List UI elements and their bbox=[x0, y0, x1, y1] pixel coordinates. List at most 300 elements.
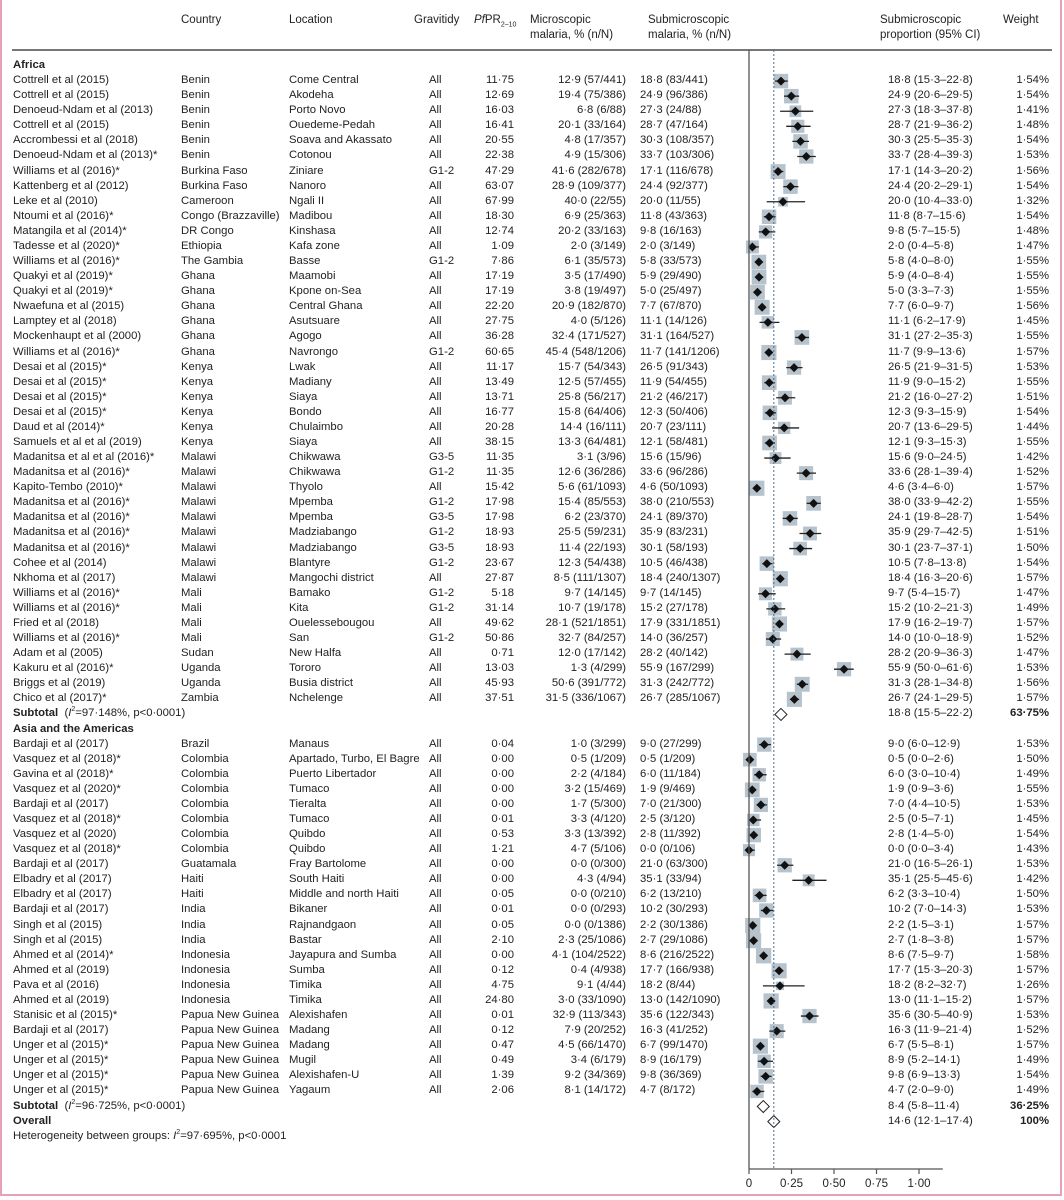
study-marker bbox=[749, 481, 764, 496]
microscopic-malaria: 9·7 (14/145) bbox=[564, 586, 626, 599]
proportion-ci: 27·3 (18·3–37·8) bbox=[888, 104, 973, 117]
submicroscopic-malaria: 33·7 (103/306) bbox=[640, 149, 715, 162]
study-name: Williams et al (2016)* bbox=[13, 586, 120, 599]
location: Ziniare bbox=[289, 164, 324, 177]
country: Kenya bbox=[181, 390, 214, 403]
pfpr-value: 16·03 bbox=[485, 104, 514, 117]
pfpr-value: 0·00 bbox=[491, 873, 514, 886]
microscopic-malaria: 12·5 (57/455) bbox=[558, 375, 626, 388]
country: Uganda bbox=[181, 662, 221, 675]
country: Indonesia bbox=[181, 948, 230, 961]
microscopic-malaria: 3·3 (4/120) bbox=[570, 813, 626, 825]
submicroscopic-malaria: 4·6 (50/1093) bbox=[640, 481, 708, 494]
weight: 1·26% bbox=[1016, 978, 1049, 991]
pfpr-value: 24·80 bbox=[485, 993, 514, 1006]
proportion-ci: 11·1 (6·2–17·9) bbox=[888, 315, 966, 328]
microscopic-malaria: 0·0 (0/293) bbox=[570, 903, 626, 916]
study-name: Quakyi et al (2019)* bbox=[13, 270, 113, 283]
gravidity: All bbox=[429, 737, 442, 750]
proportion-ci: 21·0 (16·5–26·1) bbox=[888, 858, 973, 871]
proportion-ci: 11·8 (8·7–15·6) bbox=[888, 209, 966, 222]
overall-diamond bbox=[768, 1116, 780, 1128]
subtotal-ci: 18·8 (15·5–22·2) bbox=[888, 707, 973, 720]
subtotal-weight: 63·75% bbox=[1010, 707, 1049, 720]
study-marker bbox=[759, 903, 773, 917]
country: Ghana bbox=[181, 315, 215, 328]
location: Come Central bbox=[289, 74, 359, 87]
study-name: Tadesse et al (2020)* bbox=[13, 239, 120, 252]
submicroscopic-malaria: 24·9 (96/386) bbox=[640, 89, 708, 102]
pfpr-value: 67·99 bbox=[485, 194, 514, 207]
study-marker bbox=[795, 330, 810, 345]
location: Kafa zone bbox=[289, 239, 340, 252]
gravidity: All bbox=[429, 89, 442, 102]
submicroscopic-malaria: 5·0 (25/497) bbox=[640, 285, 702, 298]
weight: 1·54% bbox=[1016, 179, 1049, 192]
study-name: Briggs et al (2019) bbox=[13, 677, 106, 690]
gravidity: All bbox=[429, 481, 442, 494]
study-marker bbox=[806, 496, 821, 511]
submicroscopic-malaria: 21·0 (63/300) bbox=[640, 858, 708, 871]
microscopic-malaria: 4·7 (5/106) bbox=[570, 843, 626, 856]
microscopic-malaria: 4·5 (66/1470) bbox=[558, 1039, 626, 1052]
location: Blantyre bbox=[289, 556, 331, 569]
gravidity: G3-5 bbox=[429, 511, 455, 524]
pfpr-value: 0·00 bbox=[491, 858, 514, 871]
proportion-ci: 35·1 (25·5–45·6) bbox=[888, 873, 973, 886]
microscopic-malaria: 12·6 (36/286) bbox=[558, 466, 626, 479]
weight: 1·57% bbox=[1016, 571, 1049, 584]
country: Indonesia bbox=[181, 963, 230, 976]
study-name: Bardaji et al (2017) bbox=[13, 737, 109, 750]
microscopic-malaria: 6·2 (23/370) bbox=[564, 511, 626, 524]
submicroscopic-malaria: 10·2 (30/293) bbox=[640, 903, 708, 916]
study-name: Pava et al (2016) bbox=[13, 978, 100, 991]
gravidity: All bbox=[429, 963, 442, 976]
study-marker bbox=[786, 120, 810, 133]
country: Ghana bbox=[181, 270, 215, 283]
pfpr-value: 49·62 bbox=[485, 616, 514, 629]
country: Benin bbox=[181, 104, 210, 117]
submicroscopic-malaria: 2·7 (29/1086) bbox=[640, 933, 708, 946]
proportion-ci: 18·2 (8·2–32·7) bbox=[888, 978, 967, 991]
study-marker bbox=[762, 436, 777, 451]
weight: 1·54% bbox=[1016, 511, 1049, 524]
pfpr-value: 13·71 bbox=[485, 390, 514, 403]
microscopic-malaria: 11·4 (22/193) bbox=[559, 541, 626, 554]
gravidity: All bbox=[429, 239, 442, 252]
country: Malawi bbox=[181, 511, 217, 524]
submicroscopic-malaria: 7·7 (67/870) bbox=[640, 300, 702, 313]
submicroscopic-malaria: 9·0 (27/299) bbox=[640, 737, 702, 750]
gravidity: G1-2 bbox=[429, 345, 455, 358]
header-gravidity: Gravitidy bbox=[414, 14, 460, 26]
pfpr-value: 2·10 bbox=[491, 933, 514, 946]
location: Mpemba bbox=[289, 496, 333, 509]
proportion-ci: 33·7 (28·4–39·3) bbox=[888, 149, 973, 162]
microscopic-malaria: 4·9 (15/306) bbox=[564, 149, 626, 162]
study-name: Matangila et al (2014)* bbox=[13, 224, 127, 237]
gravidity: G1-2 bbox=[429, 632, 455, 645]
proportion-ci: 30·1 (23·7–37·1) bbox=[888, 541, 973, 554]
proportion-ci: 12·3 (9·3–15·9) bbox=[888, 405, 967, 418]
proportion-ci: 7·7 (6·0–9·7) bbox=[888, 300, 954, 313]
microscopic-malaria: 13·3 (64/481) bbox=[558, 436, 626, 448]
study-name: Desai et al (2015)* bbox=[13, 360, 107, 373]
study-marker bbox=[746, 240, 759, 253]
proportion-ci: 2·2 (1·5–3·1) bbox=[888, 918, 954, 931]
weight: 1·41% bbox=[1016, 104, 1049, 117]
proportion-ci: 20·7 (13·6–29·5) bbox=[888, 420, 973, 433]
header-micro-l2: malaria, % (n/N) bbox=[530, 29, 614, 41]
submicroscopic-malaria: 24·1 (89/370) bbox=[640, 511, 708, 524]
submicroscopic-malaria: 17·9 (331/1851) bbox=[640, 616, 721, 629]
study-name: Madanitsa et al (2016)* bbox=[13, 466, 130, 479]
gravidity: All bbox=[429, 782, 442, 795]
pfpr-value: 18·30 bbox=[485, 209, 514, 222]
study-name: Vasquez et al (2020)* bbox=[13, 782, 121, 795]
header-pfpr-sub: 2–10 bbox=[500, 21, 517, 29]
microscopic-malaria: 4·8 (17/357) bbox=[564, 134, 626, 147]
study-name: Fried et al (2018) bbox=[13, 616, 100, 629]
proportion-ci: 11·9 (9·0–15·2) bbox=[888, 375, 966, 388]
submicroscopic-malaria: 2·0 (3/149) bbox=[640, 239, 696, 252]
gravidity: All bbox=[429, 134, 442, 147]
study-name: Stanisic et al (2015)* bbox=[13, 1009, 118, 1022]
weight: 1·56% bbox=[1016, 677, 1049, 690]
microscopic-malaria: 0·5 (1/209) bbox=[570, 752, 626, 765]
location: New Halfa bbox=[289, 647, 342, 660]
study-name: Desai et al (2015)* bbox=[13, 390, 107, 403]
heterogeneity-stats: =97·695%, p<0·0001 bbox=[180, 1129, 287, 1142]
microscopic-malaria: 12·9 (57/441) bbox=[558, 74, 626, 87]
study-name: Elbadry et al (2017) bbox=[13, 873, 112, 886]
country: Colombia bbox=[181, 797, 229, 810]
weight: 1·52% bbox=[1016, 632, 1049, 645]
pfpr-value: 0·01 bbox=[491, 813, 514, 825]
weight: 1·57% bbox=[1016, 963, 1049, 976]
submicroscopic-malaria: 9·8 (16/163) bbox=[640, 224, 702, 237]
i2-symbol: I bbox=[68, 707, 72, 720]
country: India bbox=[181, 933, 206, 946]
microscopic-malaria: 12·0 (17/142) bbox=[558, 647, 626, 660]
gravidity: All bbox=[429, 194, 442, 207]
country: Kenya bbox=[181, 360, 214, 373]
microscopic-malaria: 2·0 (3/149) bbox=[570, 239, 626, 252]
submicroscopic-malaria: 9·7 (14/145) bbox=[640, 586, 702, 599]
location: San bbox=[289, 632, 310, 645]
location: Sumba bbox=[289, 963, 325, 976]
study-marker bbox=[760, 316, 780, 329]
location: Madang bbox=[289, 1024, 330, 1037]
study-name: Williams et al (2016)* bbox=[13, 632, 120, 645]
country: Benin bbox=[181, 89, 210, 102]
weight: 1·57% bbox=[1016, 481, 1049, 494]
gravidity: All bbox=[429, 119, 442, 132]
pfpr-value: 36·28 bbox=[485, 330, 514, 343]
pfpr-value: 0·53 bbox=[491, 828, 514, 841]
study-name: Quakyi et al (2019)* bbox=[13, 285, 113, 298]
submicroscopic-malaria: 33·6 (96/286) bbox=[640, 466, 708, 479]
weight: 1·55% bbox=[1016, 782, 1049, 795]
header-country: Country bbox=[181, 14, 222, 26]
location: Bastar bbox=[289, 933, 322, 946]
country: Sudan bbox=[181, 647, 214, 660]
pfpr-value: 0·00 bbox=[491, 948, 514, 961]
microscopic-malaria: 3·3 (13/392) bbox=[564, 828, 626, 841]
country: Brazil bbox=[181, 737, 210, 750]
country: Ghana bbox=[181, 330, 215, 343]
study-marker bbox=[834, 662, 854, 676]
microscopic-malaria: 31·5 (336/1067) bbox=[545, 692, 626, 705]
pfpr-value: 20·28 bbox=[485, 420, 514, 433]
country: Burkina Faso bbox=[181, 179, 248, 192]
weight: 1·57% bbox=[1016, 933, 1049, 946]
submicroscopic-malaria: 7·0 (21/300) bbox=[640, 797, 702, 810]
study-marker bbox=[760, 556, 774, 570]
gravidity: All bbox=[429, 149, 442, 162]
submicroscopic-malaria: 17·7 (166/938) bbox=[640, 963, 715, 976]
proportion-ci: 11·7 (9·9–13·6) bbox=[888, 345, 966, 358]
location: Mangochi district bbox=[289, 571, 374, 584]
country: Cameroon bbox=[181, 194, 234, 207]
submicroscopic-malaria: 11·8 (43/363) bbox=[640, 209, 707, 222]
heterogeneity-prefix: Heterogeneity between groups: bbox=[13, 1129, 174, 1142]
weight: 1·32% bbox=[1016, 194, 1049, 207]
pfpr-value: 16·41 bbox=[485, 119, 514, 132]
proportion-ci: 1·9 (0·9–3·6) bbox=[888, 782, 954, 795]
proportion-ci: 6·2 (3·3–10·4) bbox=[888, 888, 961, 901]
submicroscopic-malaria: 2·2 (30/1386) bbox=[640, 918, 708, 931]
study-marker bbox=[787, 692, 802, 707]
proportion-ci: 26·5 (21·9–31·5) bbox=[888, 360, 973, 373]
study-name: Vasquez et al (2018)* bbox=[13, 813, 121, 825]
pfpr-value: 2·06 bbox=[491, 1084, 514, 1097]
proportion-ci: 35·9 (29·7–42·5) bbox=[888, 526, 973, 539]
weight: 1·55% bbox=[1016, 285, 1049, 298]
study-marker bbox=[764, 452, 790, 464]
location: Basse bbox=[289, 255, 321, 268]
study-marker bbox=[753, 889, 767, 903]
header-location: Location bbox=[289, 14, 333, 26]
weight: 1·48% bbox=[1016, 224, 1049, 237]
proportion-ci: 4·6 (3·4–6·0) bbox=[888, 481, 954, 494]
proportion-ci: 12·1 (9·3–15·3) bbox=[888, 436, 967, 448]
location: Kita bbox=[289, 601, 309, 614]
submicroscopic-malaria: 28·7 (47/164) bbox=[640, 119, 708, 132]
country: Malawi bbox=[181, 541, 217, 554]
pfpr-value: 20·55 bbox=[485, 134, 514, 147]
weight: 1·55% bbox=[1016, 496, 1049, 509]
microscopic-malaria: 40·0 (22/55) bbox=[564, 194, 626, 207]
study-name: Desai et al (2015)* bbox=[13, 405, 107, 418]
location: Chikwawa bbox=[289, 466, 341, 479]
location: Lwak bbox=[289, 360, 316, 373]
proportion-ci: 18·8 (15·3–22·8) bbox=[888, 74, 973, 87]
country: Ghana bbox=[181, 300, 215, 313]
microscopic-malaria: 25·5 (59/231) bbox=[558, 526, 626, 539]
study-marker bbox=[780, 105, 813, 117]
pfpr-value: 13·49 bbox=[485, 375, 514, 388]
study-name: Lamptey et al (2018) bbox=[13, 315, 117, 328]
study-marker bbox=[745, 918, 760, 933]
gravidity: All bbox=[429, 948, 442, 961]
gravidity: All bbox=[429, 300, 442, 313]
submicroscopic-malaria: 55·9 (167/299) bbox=[640, 662, 715, 675]
submicroscopic-malaria: 12·1 (58/481) bbox=[640, 436, 708, 448]
study-name: Ahmed et al (2019) bbox=[13, 993, 110, 1006]
submicroscopic-malaria: 11·1 (14/126) bbox=[640, 315, 707, 328]
gravidity: All bbox=[429, 390, 442, 403]
submicroscopic-malaria: 17·1 (116/678) bbox=[640, 164, 714, 177]
gravidity: All bbox=[429, 1084, 442, 1097]
microscopic-malaria: 32·4 (171/527) bbox=[551, 330, 626, 343]
study-name: Unger et al (2015)* bbox=[13, 1039, 109, 1052]
gravidity: All bbox=[429, 933, 442, 946]
study-name: Mockenhaupt et al (2000) bbox=[13, 330, 142, 343]
location: South Haiti bbox=[289, 873, 345, 886]
weight: 1·49% bbox=[1016, 601, 1049, 614]
pfpr-value: 13·03 bbox=[485, 662, 514, 675]
location: Mugil bbox=[289, 1054, 316, 1067]
location: Madziabango bbox=[289, 541, 357, 554]
microscopic-malaria: 20·2 (33/163) bbox=[558, 224, 626, 237]
proportion-ci: 24·4 (20·2–29·1) bbox=[888, 179, 973, 192]
country: Colombia bbox=[181, 752, 229, 765]
study-name: Madanitsa et al (2016)* bbox=[13, 511, 130, 524]
location: Busia district bbox=[289, 677, 354, 690]
gravidity: All bbox=[429, 436, 442, 448]
subtotal-stats: =97·148%, p<0·0001 bbox=[75, 707, 182, 720]
location: Madang bbox=[289, 1039, 330, 1052]
study-name: Williams et al (2016)* bbox=[13, 601, 120, 614]
microscopic-malaria: 25·8 (56/217) bbox=[558, 390, 626, 403]
study-name: Denoeud-Ndam et al (2013)* bbox=[13, 149, 158, 162]
gravidity: All bbox=[429, 858, 442, 871]
weight: 1·57% bbox=[1016, 918, 1049, 931]
microscopic-malaria: 41·6 (282/678) bbox=[551, 164, 626, 177]
country: Ghana bbox=[181, 345, 215, 358]
microscopic-malaria: 3·2 (15/469) bbox=[564, 782, 626, 795]
submicroscopic-malaria: 11·9 (54/455) bbox=[640, 375, 707, 388]
proportion-ci: 4·7 (2·0–9·0) bbox=[888, 1084, 954, 1097]
study-name: Vasquez et al (2020) bbox=[13, 828, 117, 841]
country: Mali bbox=[181, 601, 202, 614]
proportion-ci: 10·2 (7·0–14·3) bbox=[888, 903, 967, 916]
submicroscopic-malaria: 30·1 (58/193) bbox=[640, 541, 708, 554]
weight: 1·55% bbox=[1016, 436, 1049, 448]
header-pfpr-text: PR bbox=[484, 14, 501, 26]
gravidity: All bbox=[429, 1069, 442, 1082]
country: Mali bbox=[181, 586, 202, 599]
location: Chikwawa bbox=[289, 451, 341, 464]
header-micro-l1: Microscopic bbox=[530, 14, 591, 26]
weight: 1·57% bbox=[1016, 993, 1049, 1006]
microscopic-malaria: 1·0 (3/299) bbox=[570, 737, 626, 750]
header-sub-l1: Submicroscopic bbox=[648, 14, 730, 26]
location: Akodeha bbox=[289, 89, 334, 102]
study-marker bbox=[763, 981, 805, 990]
subtotal-title: Subtotal bbox=[13, 707, 59, 720]
submicroscopic-malaria: 15·6 (15/96) bbox=[640, 451, 702, 464]
pfpr-value: 11·75 bbox=[485, 74, 514, 87]
location: Porto Novo bbox=[289, 104, 346, 117]
weight: 1·55% bbox=[1016, 270, 1049, 283]
x-tick-label: 0·50 bbox=[822, 1178, 846, 1190]
study-name: Madanitsa et al (2016)* bbox=[13, 526, 130, 539]
location: Tumaco bbox=[289, 782, 330, 795]
study-marker bbox=[792, 134, 809, 148]
weight: 1·54% bbox=[1016, 209, 1049, 222]
study-marker bbox=[773, 571, 788, 586]
country: Malawi bbox=[181, 556, 217, 569]
study-marker bbox=[758, 587, 776, 600]
overall-weight: 100% bbox=[1020, 1114, 1049, 1127]
submicroscopic-malaria: 2·8 (11/392) bbox=[640, 828, 701, 841]
country: Indonesia bbox=[181, 993, 230, 1006]
study-name: Madanitsa et al (2016)* bbox=[13, 496, 130, 509]
weight: 1·57% bbox=[1016, 692, 1049, 705]
microscopic-malaria: 50·6 (391/772) bbox=[551, 677, 626, 690]
pfpr-value: 60·65 bbox=[485, 345, 514, 358]
pfpr-value: 7·86 bbox=[491, 255, 514, 268]
pfpr-value: 0·49 bbox=[491, 1054, 514, 1067]
location: Alexishafen bbox=[289, 1009, 348, 1022]
study-marker bbox=[767, 197, 805, 207]
location: Mpemba bbox=[289, 511, 333, 524]
location: Kinshasa bbox=[289, 224, 336, 237]
study-name: Cottrell et al (2015) bbox=[13, 89, 110, 102]
microscopic-malaria: 2·3 (25/1086) bbox=[558, 933, 626, 946]
study-name: Williams et al (2016)* bbox=[13, 345, 120, 358]
header-sub-l2: malaria, % (n/N) bbox=[648, 29, 732, 41]
proportion-ci: 5·8 (4·0–8·0) bbox=[888, 255, 954, 268]
pfpr-value: 11·17 bbox=[485, 360, 514, 373]
pfpr-value: 11·35 bbox=[485, 466, 514, 479]
weight: 1·55% bbox=[1016, 375, 1049, 388]
submicroscopic-malaria: 27·3 (24/88) bbox=[640, 104, 702, 117]
country: Kenya bbox=[181, 436, 214, 448]
subtotal-diamond bbox=[775, 708, 787, 720]
microscopic-malaria: 28·9 (109/377) bbox=[551, 179, 626, 192]
i2-symbol: I bbox=[68, 1099, 72, 1112]
location: Siaya bbox=[289, 390, 318, 403]
country: Malawi bbox=[181, 496, 217, 509]
proportion-ci: 26·7 (24·1–29·5) bbox=[888, 692, 973, 705]
submicroscopic-malaria: 30·3 (108/357) bbox=[640, 134, 715, 147]
gravidity: G1-2 bbox=[429, 164, 455, 177]
microscopic-malaria: 15·7 (54/343) bbox=[558, 360, 626, 373]
study-name: Nkhoma et al (2017) bbox=[13, 571, 116, 584]
pfpr-value: 0·05 bbox=[491, 888, 514, 901]
gravidity: G1-2 bbox=[429, 255, 455, 268]
proportion-ci: 5·9 (4·0–8·4) bbox=[888, 270, 954, 283]
study-marker bbox=[750, 1085, 764, 1098]
weight: 1·49% bbox=[1016, 1054, 1049, 1067]
gravidity: All bbox=[429, 405, 442, 418]
submicroscopic-malaria: 35·6 (122/343) bbox=[640, 1009, 715, 1022]
weight: 1·54% bbox=[1016, 405, 1049, 418]
study-marker bbox=[763, 406, 777, 420]
gravidity: All bbox=[429, 330, 442, 343]
location: Central Ghana bbox=[289, 300, 363, 313]
proportion-ci: 55·9 (50·0–61·6) bbox=[888, 662, 973, 675]
weight: 1·56% bbox=[1016, 300, 1049, 313]
study-marker bbox=[762, 375, 777, 390]
microscopic-malaria: 32·7 (84/257) bbox=[558, 632, 626, 645]
country: India bbox=[181, 903, 206, 916]
pfpr-value: 17·98 bbox=[485, 511, 514, 524]
